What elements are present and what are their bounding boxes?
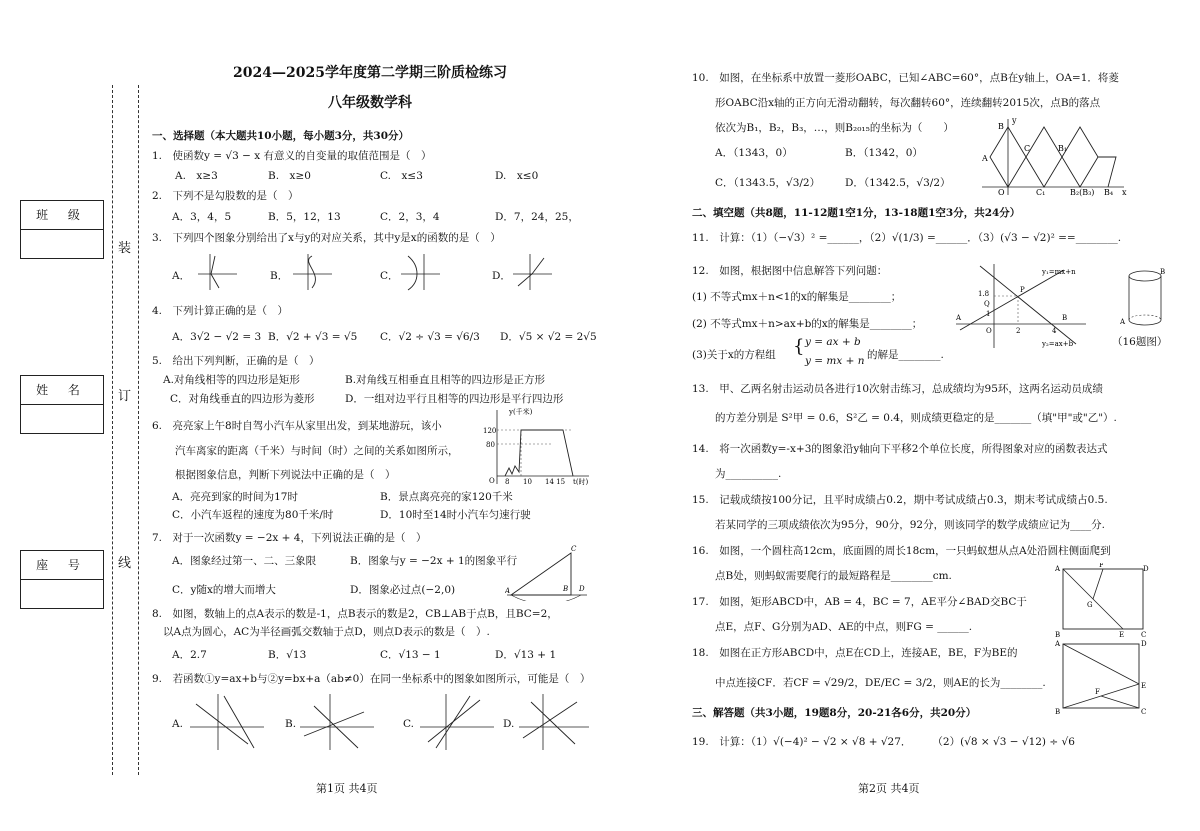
q12-stem: 12. 如图，根据图中信息解答下列问题： <box>692 265 888 277</box>
q12-point-p: P <box>1020 286 1025 294</box>
q3-graph-b <box>290 252 335 292</box>
q16-figure-caption: （16题图） <box>1112 336 1168 348</box>
name-label: 姓 名 <box>21 376 103 405</box>
svg-text:C₁: C₁ <box>1036 188 1046 197</box>
q16-stem-2: 点B处，则蚂蚁需要爬行的最短路程是________cm. <box>715 570 952 582</box>
q8-triangle-figure <box>505 543 590 601</box>
q10-opt-b[interactable]: B．（1342，0） <box>845 147 923 159</box>
q13-stem-2: 的方差分别是 S²甲 = 0.6，S²乙 = 0.4，则成绩更稳定的是_______（填"甲"或"乙"）. <box>715 412 1117 424</box>
q4-opt-d[interactable]: D．√5 × √2 = 2√5 <box>500 331 597 343</box>
svg-text:D: D <box>579 585 585 593</box>
bind-char-ding: 订 <box>118 389 132 404</box>
q3-opt-b[interactable]: B． <box>270 270 289 282</box>
section3-heading: 三、解答题（共3小题，19题8分，20-21各6分，共20分） <box>692 707 977 719</box>
q16-stem-1: 16. 如图，一个圆柱高12cm，底面圆的周长18cm，一只蚂蚁想从点A处沿圆柱侧面爬到 <box>692 545 1111 557</box>
class-field[interactable] <box>21 230 103 258</box>
svg-text:A: A <box>1055 640 1061 648</box>
svg-text:B: B <box>998 122 1004 131</box>
q3-opt-c[interactable]: C． <box>380 270 399 282</box>
q5-opt-b[interactable]: B.对角线互相垂直且相等的四边形是正方形 <box>345 374 546 386</box>
q17-stem-2: 点E，点F、G分别为AD、AE的中点，则FG = ______. <box>715 621 973 633</box>
q6-ylabel: y(千米) <box>509 408 533 416</box>
q1-stem: 1. 使函数y = √3 − x 有意义的自变量的取值范围是（ ） <box>152 150 432 162</box>
seat-box <box>20 550 104 609</box>
q9-opt-c[interactable]: C. <box>403 718 414 730</box>
svg-text:G: G <box>1087 601 1093 609</box>
q12-line2-label: y₂=ax+b <box>1042 340 1074 348</box>
q10-stem-2: 形OABC沿x轴的正方向无滑动翻转，每次翻转60°，连续翻转2015次，点B的落点 <box>715 97 1101 109</box>
q7-opt-a[interactable]: A．图象经过第一、二、三象限 <box>172 555 317 567</box>
q15-stem-2: 若某同学的三项成绩依次为95分，90分，92分，则该同学的数学成绩应记为____分. <box>715 519 1105 531</box>
q14-stem-2: 为__________. <box>715 468 782 480</box>
q10-opt-a[interactable]: A．（1343，0） <box>715 147 793 159</box>
svg-text:B: B <box>1055 631 1061 638</box>
q12-part2: (2) 不等式mx＋n>ax+b的x的解集是________； <box>692 318 923 330</box>
svg-text:D: D <box>1143 565 1149 573</box>
q10-opt-d[interactable]: D．（1342.5，√3/2） <box>845 177 951 189</box>
q18-stem-2: 中点连接CF．若CF = √29/2，DE/EC = 3/2，则AE的长为________. <box>715 677 1046 689</box>
q2-opt-b[interactable]: B．5，12，13 <box>268 211 341 223</box>
q7-opt-b[interactable]: B．图象与y = −2x + 1的图象平行 <box>350 555 518 567</box>
svg-text:A: A <box>1120 318 1126 326</box>
q6-opt-b[interactable]: B．景点离亮亮的家120千米 <box>380 491 513 503</box>
q13-stem-1: 13. 甲、乙两名射击运动员各进行10次射击练习，总成绩均为95环，这两名运动员成绩 <box>692 383 1103 395</box>
binding-line-outer <box>112 85 113 775</box>
q12-part1: (1) 不等式mx＋n<1的x的解集是________； <box>692 291 902 303</box>
svg-text:B: B <box>1160 268 1166 276</box>
q12-system-eq1: y = ax + b <box>805 336 861 348</box>
q6-x1415: 14 15 <box>545 478 566 486</box>
q6-x10: 10 <box>523 478 532 486</box>
q2-opt-d[interactable]: D．7，24，25， <box>495 211 579 223</box>
svg-text:B₁: B₁ <box>1058 144 1068 153</box>
q16-cylinder-figure <box>1120 268 1170 330</box>
svg-text:x: x <box>1122 188 1127 197</box>
q4-stem: 4. 下列计算正确的是（ ） <box>152 305 289 317</box>
q10-rhombus-figure <box>978 115 1128 197</box>
q6-y80: 80 <box>486 441 495 449</box>
svg-text:A: A <box>505 587 511 595</box>
right-page <box>600 0 1200 831</box>
svg-text:A: A <box>1055 565 1061 573</box>
svg-text:C: C <box>1141 631 1147 638</box>
svg-text:E: E <box>1141 682 1147 690</box>
q18-stem-1: 18. 如图在正方形ABCD中，点E在CD上，连接AE，BE，F为BE的 <box>692 647 1018 659</box>
q7-opt-c[interactable]: C．y随x的增大而增大 <box>172 584 276 596</box>
q12-linear-graph <box>952 262 1092 350</box>
bind-char-xian: 线 <box>118 556 132 571</box>
svg-text:F: F <box>1099 563 1104 569</box>
q12-y1: 1 <box>986 310 991 318</box>
q12-line1-label: y₁=mx+n <box>1042 268 1076 276</box>
q9-opt-a[interactable]: A. <box>172 718 183 730</box>
q1-opt-b[interactable]: B. x≥0 <box>268 170 311 182</box>
q8-opt-a[interactable]: A．2.7 <box>172 649 207 661</box>
svg-text:E: E <box>1119 631 1125 638</box>
q12-part3-suffix: 的解是________. <box>867 349 944 361</box>
q9-stem: 9. 若函数①y=ax+b与②y=bx+a（ab≠0）在同一坐标系中的图象如图所示，可能是（ ） <box>152 673 591 685</box>
q6-distance-time-graph <box>483 404 593 486</box>
q8-opt-c[interactable]: C．√13 − 1 <box>380 649 441 661</box>
binding-line-inner <box>138 85 139 775</box>
q8-stem-1: 8. 如图，数轴上的点A表示的数是-1，点B表示的数是2，CB⊥AB于点B，且BC=2， <box>152 608 558 620</box>
q3-opt-d[interactable]: D． <box>492 270 511 282</box>
section1-heading: 一、选择题（本大题共10小题，每小题3分，共30分） <box>152 130 410 142</box>
q12-y18: 1.8 <box>978 290 990 298</box>
svg-text:B₄: B₄ <box>1104 188 1114 197</box>
bind-char-zhuang: 装 <box>118 241 132 256</box>
svg-text:A: A <box>982 154 988 163</box>
q10-opt-c[interactable]: C．（1343.5，√3/2） <box>715 177 821 189</box>
q6-x8: 8 <box>505 478 510 486</box>
q12-part3-prefix: (3)关于x的方程组 <box>692 349 776 361</box>
q7-opt-d[interactable]: D．图象必过点(−2,0) <box>350 584 456 596</box>
q15-stem-1: 15. 记载成绩按100分记，且平时成绩占0.2，期中考试成绩占0.3，期末考试成绩占0.5. <box>692 494 1108 506</box>
q3-graph-c <box>398 252 443 292</box>
q3-stem: 3. 下列四个图象分别给出了x与y的对应关系，其中y是x的函数的是（ ） <box>152 232 501 244</box>
q6-origin: O <box>489 477 495 485</box>
q10-stem-3: 依次为B₁，B₂，B₃，…，则B₂₀₁₅的坐标为（ ） <box>715 122 954 134</box>
svg-text:C: C <box>1141 708 1147 716</box>
q17-rectangle-figure <box>1055 563 1150 638</box>
q6-stem-1: 6. 亮亮家上午8时自驾小汽车从家里出发，到某地游玩，该小 <box>152 420 442 432</box>
q3-graph-a <box>195 252 240 292</box>
svg-text:B: B <box>1055 708 1061 716</box>
q6-xlabel: t(时) <box>573 478 589 486</box>
svg-text:B: B <box>563 585 569 593</box>
q12-system-brace: { <box>793 336 805 357</box>
q14-stem-1: 14. 将一次函数y=-x+3的图象沿y轴向下平移2个单位长度，所得图象对应的函数表达式 <box>692 443 1108 455</box>
q5-opt-c[interactable]: C．对角线垂直的四边形为菱形 <box>170 393 315 405</box>
name-box <box>20 375 104 434</box>
left-page-footer: 第1页 共4页 <box>316 782 378 795</box>
q5-opt-a[interactable]: A.对角线相等的四边形是矩形 <box>163 374 300 386</box>
q2-opt-c[interactable]: C．2，3，4 <box>380 211 440 223</box>
q5-stem: 5. 给出下列判断，正确的是（ ） <box>152 355 320 367</box>
q19-stem: 19. 计算：（1）√(−4)² − √2 × √8 + √27． （2）(√8 × √3 − √12) ÷ √6 <box>692 736 1075 748</box>
q4-opt-b[interactable]: B．√2 + √3 = √5 <box>268 331 358 343</box>
right-page-footer: 第2页 共4页 <box>858 782 920 795</box>
svg-text:y: y <box>1012 116 1017 125</box>
q6-y120: 120 <box>483 427 497 435</box>
q4-opt-c[interactable]: C．√2 ÷ √3 = √6/3 <box>380 331 480 343</box>
class-label: 班 级 <box>21 201 103 230</box>
q9-graph-b <box>298 692 378 752</box>
q12-point-q: Q <box>984 300 990 308</box>
q11-stem: 11. 计算：（1）（−√3）² =______，（2）√(1/3) =______．（3）(√3 − √2)² ==________. <box>692 232 1122 244</box>
q9-opt-d[interactable]: D. <box>503 718 515 730</box>
q10-stem-1: 10. 如图，在坐标系中放置一菱形OABC，已知∠ABC=60°，点B在y轴上，OA=1．将菱 <box>692 72 1119 84</box>
class-box <box>20 200 104 259</box>
q12-system-eq2: y = mx + n <box>805 355 865 367</box>
q9-graph-c <box>418 692 498 752</box>
q6-opt-c[interactable]: C．小汽车返程的速度为80千米/时 <box>172 509 334 521</box>
q1-opt-c[interactable]: C. x≤3 <box>380 170 423 182</box>
svg-text:C: C <box>571 545 577 553</box>
q6-opt-a[interactable]: A．亮亮到家的时间为17时 <box>172 491 298 503</box>
svg-text:D: D <box>1141 640 1147 648</box>
section2-heading: 二、填空题（共8题，11-12题1空1分，13-18题1空3分，共24分） <box>692 207 1021 219</box>
svg-text:B₂(B₃): B₂(B₃) <box>1070 188 1095 197</box>
q7-stem: 7. 对于一次函数y = −2x + 4，下列说法正确的是（ ） <box>152 532 427 544</box>
q2-stem: 2. 下列不是勾股数的是（ ） <box>152 190 299 202</box>
svg-text:F: F <box>1095 688 1100 696</box>
svg-text:O: O <box>998 188 1005 197</box>
q6-stem-3: 根据图象信息，判断下列说法中正确的是（ ） <box>175 469 396 481</box>
q8-opt-d[interactable]: D．√13 + 1 <box>495 649 557 661</box>
q12-origin: O <box>986 327 992 335</box>
exam-title: 2024—2025学年度第二学期三阶质检练习 <box>233 65 507 81</box>
q9-graph-d <box>517 692 592 752</box>
q8-stem-2: 以A点为圆心，AC为半径画弧交数轴于点D，则点D表示的数是（ ）. <box>163 626 490 638</box>
q6-stem-2: 汽车离家的距离（千米）与时间（时）之间的关系如图所示， <box>175 445 459 457</box>
q18-square-figure <box>1055 638 1150 716</box>
name-field[interactable] <box>21 405 103 433</box>
seat-label: 座 号 <box>21 551 103 580</box>
svg-text:C: C <box>1024 144 1031 153</box>
q3-opt-a[interactable]: A． <box>172 270 191 282</box>
q12-point-b: B <box>1062 314 1068 322</box>
q2-opt-a[interactable]: A．3，4，5 <box>172 211 232 223</box>
q12-x2: 2 <box>1016 327 1021 335</box>
q1-opt-d[interactable]: D. x≤0 <box>495 170 539 182</box>
seat-field[interactable] <box>21 580 103 608</box>
q1-opt-a[interactable]: A. x≥3 <box>175 170 218 182</box>
exam-subject: 八年级数学科 <box>328 95 412 111</box>
q17-stem-1: 17. 如图，矩形ABCD中，AB = 4，BC = 7，AE平分∠BAD交BC于 <box>692 596 1027 608</box>
q5-opt-d[interactable]: D．一组对边平行且相等的四边形是平行四边形 <box>345 393 564 405</box>
q12-x4: 4 <box>1052 327 1057 335</box>
q12-point-a: A <box>956 314 962 322</box>
q3-graph-d <box>510 252 555 292</box>
q9-opt-b[interactable]: B. <box>285 718 297 730</box>
q8-opt-b[interactable]: B．√13 <box>268 649 307 661</box>
q4-opt-a[interactable]: A．3√2 − √2 = 3 <box>172 331 262 343</box>
q9-graph-a <box>188 692 268 752</box>
q6-opt-d[interactable]: D．10时至14时小汽车匀速行驶 <box>380 509 531 521</box>
